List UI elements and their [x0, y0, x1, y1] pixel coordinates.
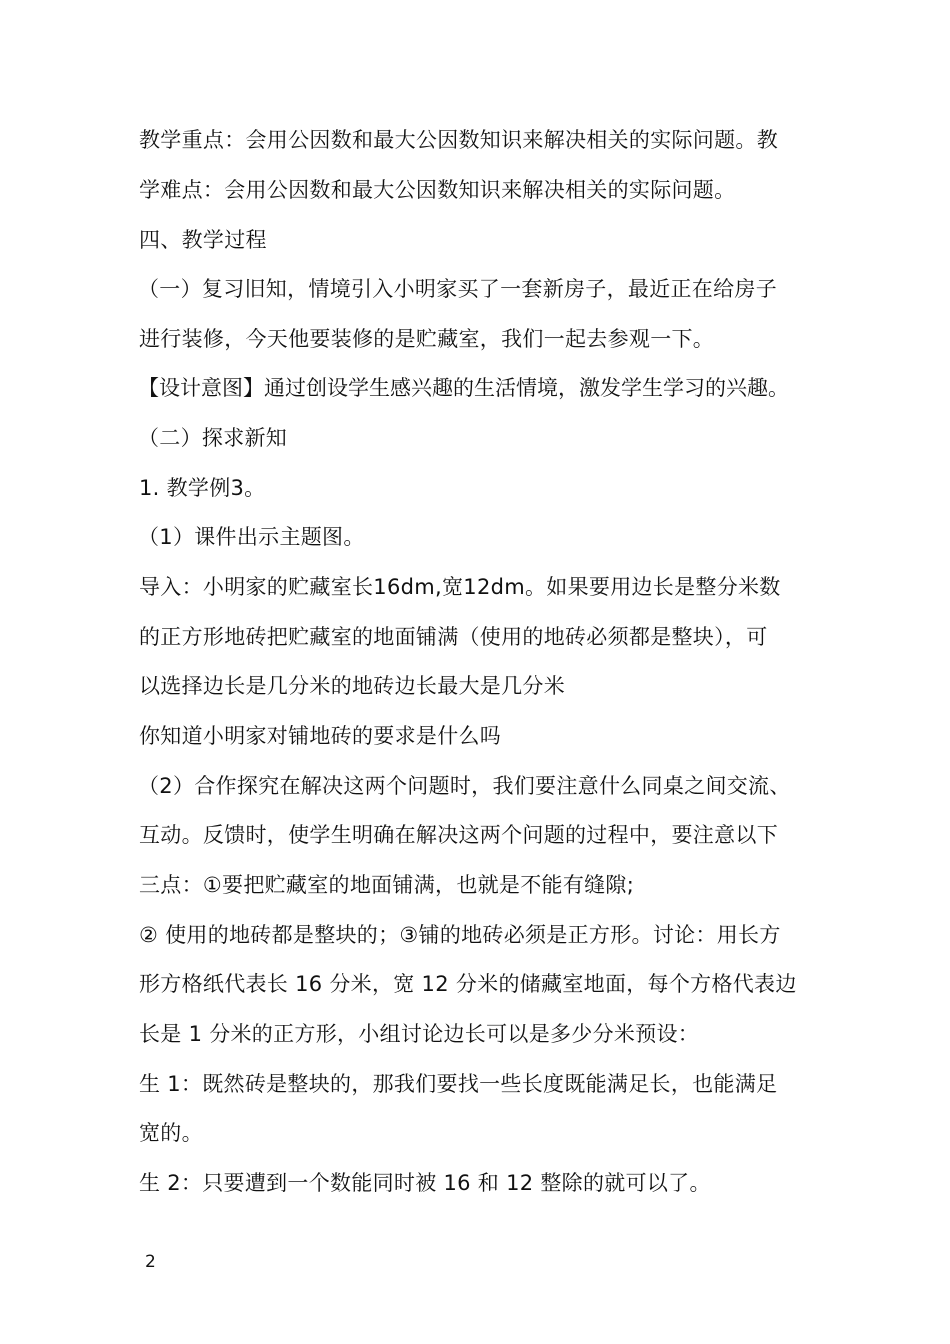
paragraph-line: ② 使用的地砖都是整块的；③铺的地砖必须是正方形。讨论：用长方 — [139, 923, 781, 947]
paragraph-line: 长是 1 分米的正方形，小组讨论边长可以是多少分米预设： — [139, 1022, 700, 1046]
subsection-heading: （二）探求新知 — [138, 426, 288, 450]
paragraph-line: 进行装修，今天他要装修的是贮藏室，我们一起去参观一下。 — [139, 327, 715, 351]
paragraph-line: （2）合作探究在解决这两个问题时，我们要注意什么同桌之间交流、 — [138, 774, 791, 798]
page-number: 2 — [145, 1252, 156, 1272]
paragraph-line: 生 2：只要遭到一个数能同时被 16 和 12 整除的就可以了。 — [139, 1171, 711, 1195]
paragraph-line: 宽的。 — [139, 1121, 203, 1145]
paragraph-line: 学难点：会用公因数和最大公因数知识来解决相关的实际问题。 — [139, 178, 736, 202]
paragraph-line: （一）复习旧知，情境引入小明家买了一套新房子，最近正在给房子 — [138, 277, 777, 301]
paragraph-line: 【设计意图】通过创设学生感兴趣的生活情境，激发学生学习的兴趣。 — [138, 376, 789, 400]
paragraph-line: 以选择边长是几分米的地砖边长最大是几分米 — [139, 674, 565, 698]
paragraph-line: 三点：①要把贮藏室的地面铺满，也就是不能有缝隙; — [139, 873, 635, 897]
paragraph-line: 互动。反馈时，使学生明确在解决这两个问题的过程中，要注意以下 — [139, 823, 778, 847]
paragraph-line: 你知道小明家对铺地砖的要求是什么吗 — [139, 724, 502, 748]
paragraph-line: 的正方形地砖把贮藏室的地面铺满（使用的地砖必须都是整块），可 — [139, 625, 768, 649]
paragraph-line: （1）课件出示主题图。 — [138, 525, 365, 549]
paragraph-line: 教学重点：会用公因数和最大公因数知识来解决相关的实际问题。教 — [139, 128, 778, 152]
section-heading: 四、教学过程 — [139, 228, 267, 252]
paragraph-line: 生 1：既然砖是整块的，那我们要找一些长度既能满足长，也能满足 — [139, 1072, 778, 1096]
paragraph-line: 1. 教学例3。 — [139, 476, 266, 500]
paragraph-line: 导入：小明家的贮藏室长16dm,宽12dm。如果要用边长是整分米数 — [139, 575, 781, 599]
paragraph-line: 形方格纸代表长 16 分米，宽 12 分米的储藏室地面，每个方格代表边 — [139, 972, 797, 996]
